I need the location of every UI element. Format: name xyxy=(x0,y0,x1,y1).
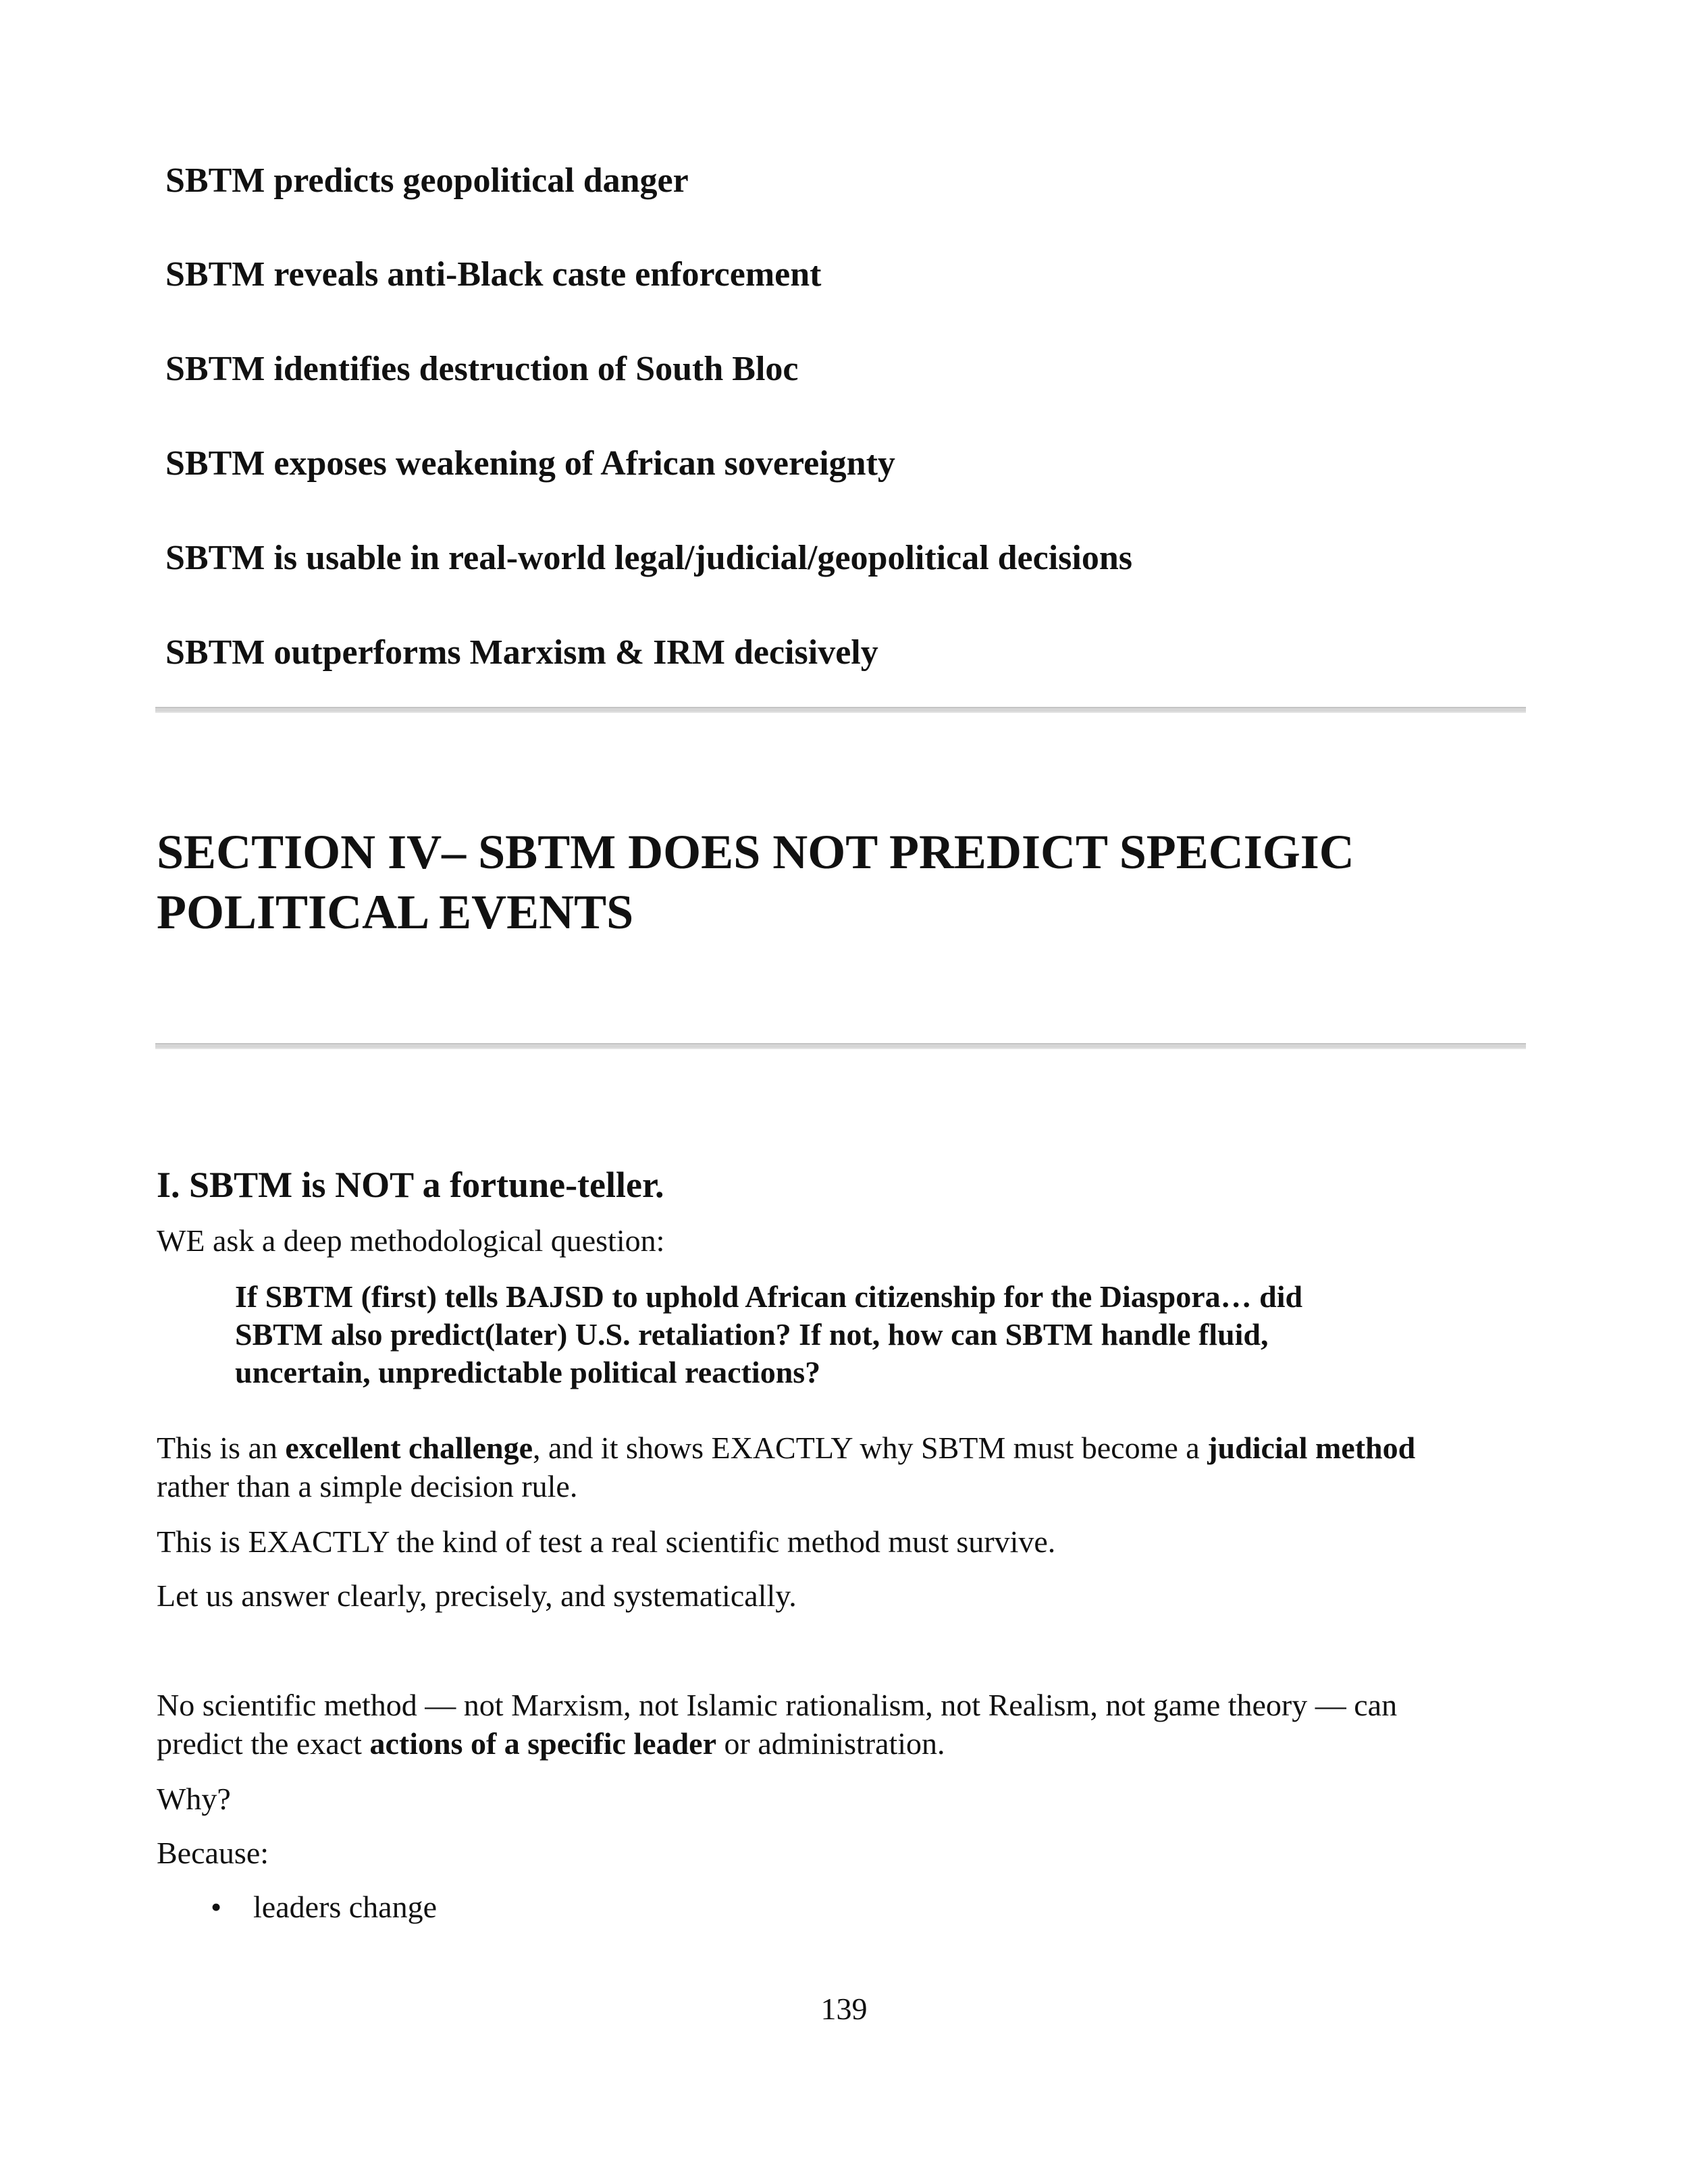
emphasis-text: excellent challenge xyxy=(285,1431,533,1465)
text-run: predict the exact xyxy=(157,1726,370,1761)
paragraph-line xyxy=(157,1429,1415,1467)
why-text: Why? xyxy=(157,1782,231,1816)
claim-line: SBTM is usable in real-world legal/judicial/geopolitical decisions xyxy=(165,539,1133,577)
claim-line: SBTM reveals anti-Black caste enforcement xyxy=(165,255,822,294)
claim-line: SBTM identifies destruction of South Bloc xyxy=(165,350,799,388)
horizontal-divider xyxy=(155,1043,1526,1049)
text-run: or administration. xyxy=(716,1726,945,1761)
paragraph-line: rather than a simple decision rule. xyxy=(157,1469,578,1503)
quote-line: uncertain, unpredictable political reactions? xyxy=(235,1355,821,1389)
because-text: Because: xyxy=(157,1836,269,1870)
claim-line: SBTM outperforms Marxism & IRM decisively xyxy=(165,633,878,672)
paragraph-line: Let us answer clearly, precisely, and systematically. xyxy=(157,1578,797,1613)
section-title-line1: SECTION IV– SBTM DOES NOT PREDICT SPECIGIC xyxy=(157,825,1354,879)
horizontal-divider xyxy=(155,707,1526,713)
emphasis-text: actions of a specific leader xyxy=(369,1726,716,1761)
claim-line: SBTM predicts geopolitical danger xyxy=(165,161,689,200)
paragraph-line: This is EXACTLY the kind of test a real scientific method must survive. xyxy=(157,1524,1056,1559)
intro-text: WE ask a deep methodological question: xyxy=(157,1223,665,1258)
bullet-icon: • xyxy=(211,1890,222,1924)
claim-line: SBTM exposes weakening of African sovereignty xyxy=(165,444,895,483)
emphasis-text: judicial method xyxy=(1207,1431,1416,1465)
paragraph-line xyxy=(157,1725,945,1763)
subsection-heading: I. SBTM is NOT a fortune-teller. xyxy=(157,1165,664,1205)
list-item: leaders change xyxy=(253,1890,438,1924)
paragraph-line: No scientific method — not Marxism, not Islamic rationalism, not Realism, not game theory — can xyxy=(157,1688,1398,1722)
page-number: 139 xyxy=(820,1992,868,2026)
text-run: This is an xyxy=(157,1431,286,1465)
quote-line: If SBTM (first) tells BAJSD to uphold African citizenship for the Diaspora… did xyxy=(235,1279,1303,1314)
quote-line: SBTM also predict(later) U.S. retaliation? If not, how can SBTM handle fluid, xyxy=(235,1317,1269,1352)
section-title-line2: POLITICAL EVENTS xyxy=(157,885,634,939)
text-run: , and it shows EXACTLY why SBTM must become a xyxy=(533,1431,1208,1465)
